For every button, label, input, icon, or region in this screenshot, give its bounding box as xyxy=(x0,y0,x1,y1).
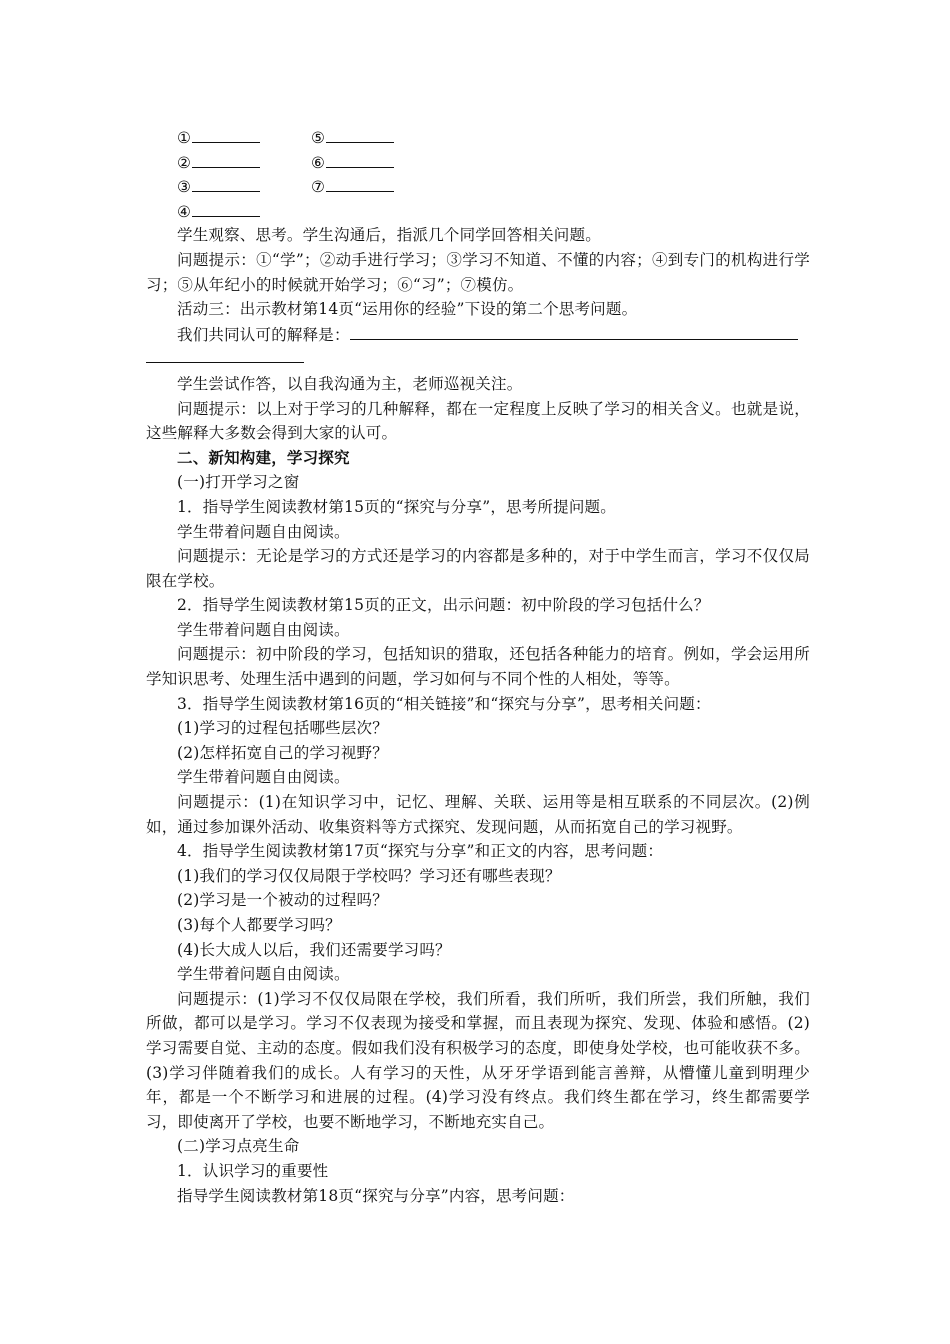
question-item: 4．指导学生阅读教材第17页“探究与分享”和正文的内容，思考问题： xyxy=(177,842,664,861)
sub-question: (3)每个人都要学习吗？ xyxy=(177,916,341,934)
blank-number: ④ xyxy=(177,202,192,221)
answer-prompt: 我们共同认可的解释是： xyxy=(177,325,350,344)
section-heading: 二、新知构建，学习探究 xyxy=(177,447,350,467)
paragraph: 指导学生阅读教材第18页“探究与分享”内容，思考问题： xyxy=(177,1186,575,1205)
question-item: 2．指导学生阅读教材第15页的正文，出示问题：初中阶段的学习包括什么？ xyxy=(177,596,710,615)
answer-blank xyxy=(326,174,394,192)
subsection-heading: (二)学习点亮生命 xyxy=(177,1137,300,1156)
question-item: 3．指导学生阅读教材第16页的“相关链接”和“探究与分享”，思考相关问题： xyxy=(177,694,711,713)
document-body xyxy=(146,125,810,1208)
paragraph: 问题提示：(1)学习不仅仅局限在学校，我们所看，我们所听，我们所尝，我们所触，我们所做，都可以是学习。学习不仅表现为接受和掌握，而且表现为探究、发现、体验和感悟。(2)学习需要自觉、主动的态度。假如我们没有积极学习的态度，即使身处学校，也可能收获不多。(3)学习伴随着我们的成长。人有学习的天性，从牙牙学语到能言善辩，从懵懂儿童到明理少年，都是一个不断学习和进展的过程。(4)学习没有终点。我们终生都在学习，终生都需要学习，即使离开了学校，也要不断地学习，不断地充实自己。 xyxy=(146,989,810,1131)
blank-number: ① xyxy=(177,129,192,147)
paragraph: 学生尝试作答，以自我沟通为主，老师巡视关注。 xyxy=(177,374,523,393)
blank-number: ③ xyxy=(177,178,192,197)
paragraph: 问题提示：①“学”；②动手进行学习；③学习不知道、不懂的内容；④到专门的机构进行学习；⑤从年纪小的时候就开始学习；⑥“习”；⑦模仿。 xyxy=(146,250,810,294)
answer-line xyxy=(350,322,798,340)
answer-line-continued xyxy=(146,346,304,363)
blank-number: ⑦ xyxy=(311,178,326,197)
answer-blank xyxy=(192,150,260,168)
sub-question: (2)学习是一个被动的过程吗？ xyxy=(177,891,388,910)
sub-question: (1)学习的过程包括哪些层次？ xyxy=(177,719,388,738)
paragraph: 学生带着问题自由阅读。 xyxy=(177,768,350,787)
answer-prompt-row xyxy=(146,322,810,347)
subsection-heading: (一)打开学习之窗 xyxy=(177,473,300,492)
paragraph: 学生带着问题自由阅读。 xyxy=(177,620,350,639)
answer-blank xyxy=(326,125,394,143)
fill-blank-row xyxy=(146,174,810,199)
blank-number: ⑥ xyxy=(311,153,326,172)
answer-blank xyxy=(192,174,260,192)
paragraph: 学生观察、思考。学生沟通后，指派几个同学回答相关问题。 xyxy=(177,226,601,245)
sub-question: (2)怎样拓宽自己的学习视野？ xyxy=(177,743,388,762)
paragraph: 学生带着问题自由阅读。 xyxy=(177,522,350,541)
blank-number: ⑤ xyxy=(311,129,326,147)
fill-blank-row xyxy=(146,199,810,224)
activity-heading: 活动三：出示教材第14页“运用你的经验”下设的第二个思考问题。 xyxy=(177,300,638,319)
fill-blank-row xyxy=(146,150,810,175)
answer-blank xyxy=(192,125,260,143)
sub-question: (4)长大成人以后，我们还需要学习吗？ xyxy=(177,940,451,959)
blank-number: ② xyxy=(177,153,192,172)
paragraph: 问题提示：无论是学习的方式还是学习的内容都是多种的，对于中学生而言，学习不仅仅局限在学校。 xyxy=(146,547,810,590)
paragraph: 学生带着问题自由阅读。 xyxy=(177,965,350,984)
paragraph: 问题提示：(1)在知识学习中，记忆、理解、关联、运用等是相互联系的不同层次。(2)例如，通过参加课外活动、收集资料等方式探究、发现问题，从而拓宽自己的学习视野。 xyxy=(146,793,810,836)
paragraph: 问题提示：初中阶段的学习，包括知识的猎取，还包括各种能力的培育。例如，学会运用所学知识思考、处理生活中遇到的问题，学习如何与不同个性的人相处，等等。 xyxy=(146,645,810,689)
paragraph: 问题提示：以上对于学习的几种解释，都在一定程度上反映了学习的相关含义。也就是说，这些解释大多数会得到大家的认可。 xyxy=(146,399,810,443)
answer-blank xyxy=(192,199,260,217)
answer-blank xyxy=(326,150,394,168)
sub-question: (1)我们的学习仅仅局限于学校吗？学习还有哪些表现？ xyxy=(177,866,561,885)
fill-blank-row xyxy=(146,125,810,150)
numbered-heading: 1．认识学习的重要性 xyxy=(177,1161,329,1180)
question-item: 1．指导学生阅读教材第15页的“探究与分享”，思考所提问题。 xyxy=(177,497,616,516)
